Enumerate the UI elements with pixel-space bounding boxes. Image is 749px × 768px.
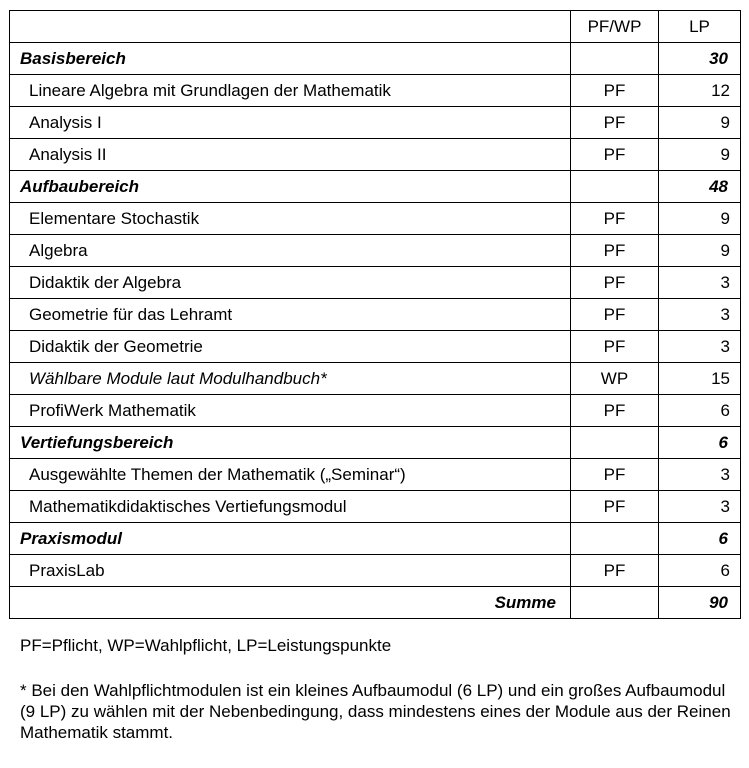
module-lp: 3	[659, 267, 741, 299]
module-type: PF	[571, 139, 659, 171]
module-type: PF	[571, 555, 659, 587]
module-name: PraxisLab	[10, 555, 571, 587]
table-row	[10, 299, 741, 331]
section-name: Aufbaubereich	[10, 171, 571, 203]
module-name: Analysis I	[10, 107, 571, 139]
table-row	[10, 491, 741, 523]
header-lp: LP	[659, 11, 741, 43]
footnotes	[20, 635, 735, 743]
header-name	[10, 11, 571, 43]
module-type: PF	[571, 107, 659, 139]
sum-label: Summe	[10, 587, 571, 619]
module-lp: 3	[659, 491, 741, 523]
table-row	[10, 107, 741, 139]
sum-value: 90	[659, 587, 741, 619]
section-row	[10, 171, 741, 203]
module-name: Wählbare Module laut Modulhandbuch*	[10, 363, 571, 395]
module-name: Didaktik der Geometrie	[10, 331, 571, 363]
header-type: PF/WP	[571, 11, 659, 43]
module-name: Algebra	[10, 235, 571, 267]
module-type: PF	[571, 267, 659, 299]
section-row	[10, 43, 741, 75]
module-type: PF	[571, 491, 659, 523]
table-row	[10, 395, 741, 427]
module-type	[571, 43, 659, 75]
module-type: WP	[571, 363, 659, 395]
module-name: Analysis II	[10, 139, 571, 171]
module-lp: 12	[659, 75, 741, 107]
module-type: PF	[571, 235, 659, 267]
section-lp: 48	[659, 171, 741, 203]
section-row	[10, 523, 741, 555]
module-type: PF	[571, 75, 659, 107]
sum-type	[571, 587, 659, 619]
module-table	[9, 10, 741, 619]
module-name: Elementare Stochastik	[10, 203, 571, 235]
section-lp: 6	[659, 427, 741, 459]
section-name: Praxismodul	[10, 523, 571, 555]
module-lp: 9	[659, 139, 741, 171]
sum-row	[10, 587, 741, 619]
table-body	[10, 43, 741, 587]
module-type: PF	[571, 299, 659, 331]
table-row	[10, 363, 741, 395]
module-lp: 9	[659, 235, 741, 267]
section-lp: 30	[659, 43, 741, 75]
table-row	[10, 267, 741, 299]
module-type	[571, 523, 659, 555]
module-lp: 9	[659, 107, 741, 139]
module-name: Mathematikdidaktisches Vertiefungsmodul	[10, 491, 571, 523]
module-name: ProfiWerk Mathematik	[10, 395, 571, 427]
module-lp: 9	[659, 203, 741, 235]
module-lp: 6	[659, 395, 741, 427]
module-type: PF	[571, 331, 659, 363]
module-lp: 6	[659, 555, 741, 587]
table-row	[10, 459, 741, 491]
elective-footnote: * Bei den Wahlpflichtmodulen ist ein kleines Aufbaumodul (6 LP) und ein großes Aufbaumodul (9 LP) zu wählen mit der Nebenbedingung, dass mindestens eines der Module aus der Reinen Mathematik stammt.	[20, 681, 731, 742]
table-row	[10, 235, 741, 267]
section-lp: 6	[659, 523, 741, 555]
module-type	[571, 171, 659, 203]
module-lp: 3	[659, 299, 741, 331]
module-name: Didaktik der Algebra	[10, 267, 571, 299]
module-lp: 3	[659, 331, 741, 363]
abbreviation-legend: PF=Pflicht, WP=Wahlpflicht, LP=Leistungspunkte	[20, 636, 392, 655]
section-row	[10, 427, 741, 459]
module-type: PF	[571, 395, 659, 427]
table-row	[10, 331, 741, 363]
table-header-row	[10, 11, 741, 43]
module-type	[571, 427, 659, 459]
module-type: PF	[571, 459, 659, 491]
table-row	[10, 203, 741, 235]
section-name: Vertiefungsbereich	[10, 427, 571, 459]
table-row	[10, 75, 741, 107]
module-lp: 15	[659, 363, 741, 395]
section-name: Basisbereich	[10, 43, 571, 75]
module-name: Lineare Algebra mit Grundlagen der Mathematik	[10, 75, 571, 107]
module-type: PF	[571, 203, 659, 235]
table-row	[10, 139, 741, 171]
module-name: Geometrie für das Lehramt	[10, 299, 571, 331]
table-row	[10, 555, 741, 587]
module-lp: 3	[659, 459, 741, 491]
module-name: Ausgewählte Themen der Mathematik („Seminar“)	[10, 459, 571, 491]
